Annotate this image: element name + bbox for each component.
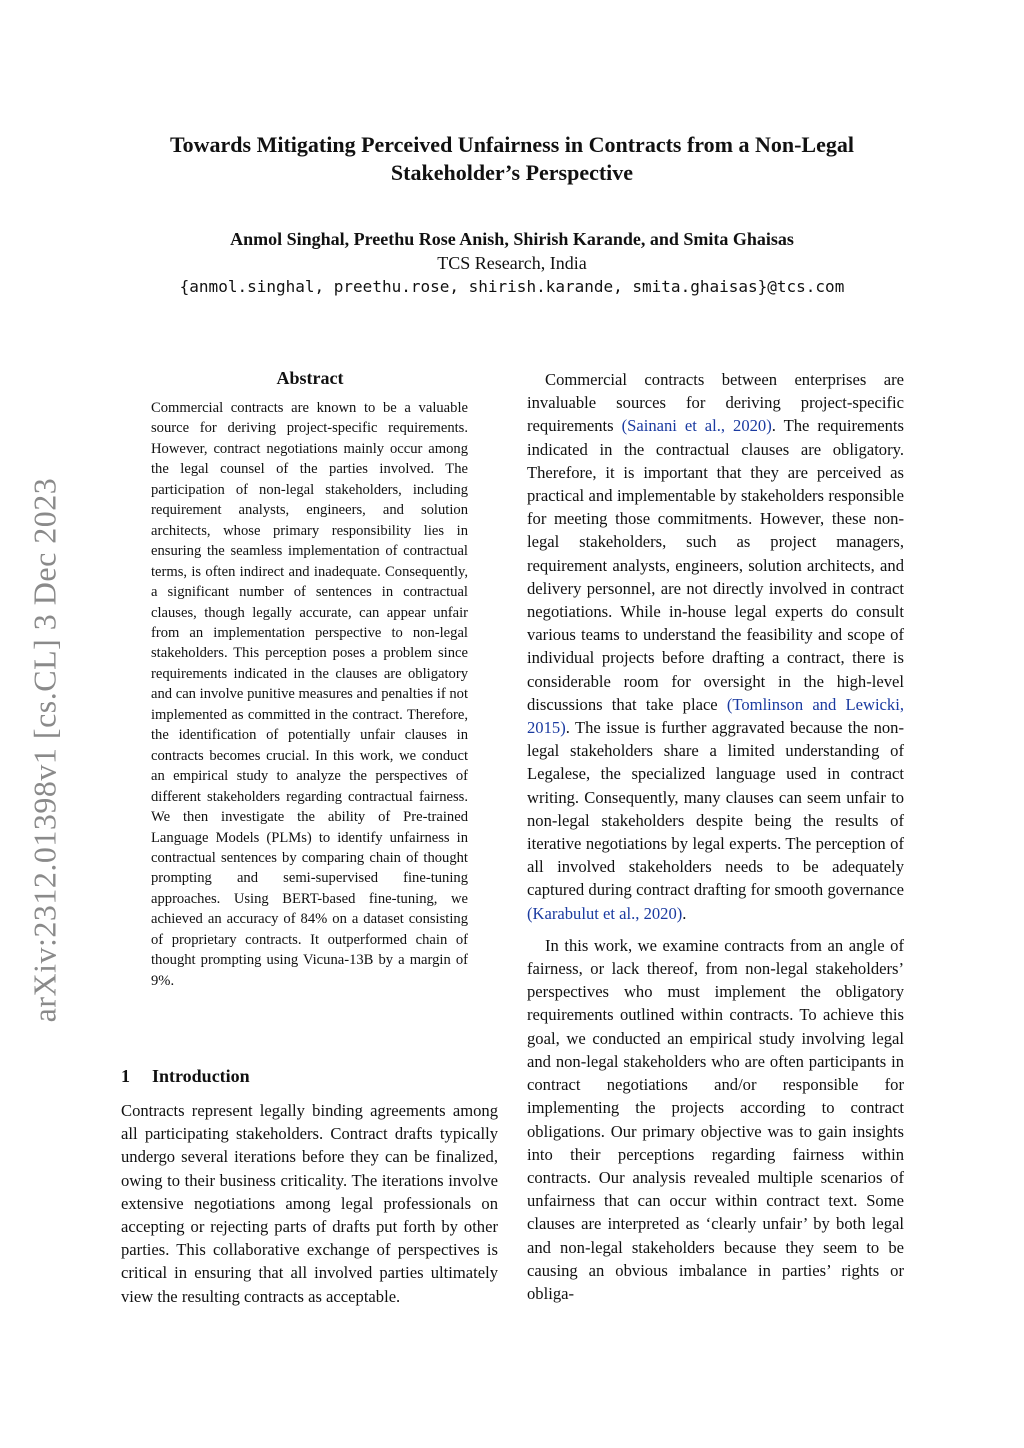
citation-link[interactable]: (Sainani et al., 2020): [621, 416, 772, 436]
paragraph-text: . The issue is further aggravated because the non-legal stakeholders share a limited understanding of Legalese, the specialized language used in contract writing. Consequently, many clauses can seem unfair to non-legal stakeholders despite being the results of iterative negotiations by legal experts. The perception of all involved stakeholders needs to be adequately captured during contract drafting for smooth governance: [527, 718, 904, 900]
author-emails: {anmol.singhal, preethu.rose, shirish.karande, smita.ghaisas}@tcs.com: [179, 277, 845, 296]
intro-paragraph-3: In this work, we examine contracts from an angle of fairness, or lack thereof, from non-legal stakeholders’ perspectives who must implement the obligatory requirements outlined within contracts. To achieve this goal, we conducted an empirical study involving legal and non-legal stakeholders who are often participants in contract negotiations and/or responsible for implementing the projects according to contract obligations. Our primary objective was to gain insights into their perceptions regarding fairness within contracts. Our analysis revealed multiple scenarios of unfairness that can occur within contract text. Some clauses are interpreted as ‘clearly unfair’ by both legal and non-legal stakeholders because they seem to be causing an obvious imbalance in parties’ rights or obliga-: [527, 935, 904, 1303]
abstract-heading: Abstract: [276, 368, 344, 388]
paragraph-text: . The requirements indicated in the contractual clauses are obligatory. Therefore, it is important that they are perceived as practical and implementable by stakeholders responsible for meeting those commitments. However, these non-legal stakeholders, such as project managers, requirement analysts, engineers, solution architects, and delivery personnel, are not directly involved in contract negotiations. While in-house legal experts do consult various teams to understand the feasibility and scope of individual projects before drafting a contract, there is considerable room for oversight in the high-level discussions that take place: [527, 416, 904, 714]
affiliation: TCS Research, India: [437, 253, 587, 273]
paragraph-text: Commercial contracts between enterprises are invaluable sources for deriving project-specific requirements: [527, 370, 904, 436]
abstract-text: Commercial contracts are known to be a valuable source for deriving project-specific requirements. However, contract negotiations mainly occur among the legal counsel of the parties involved. The participation of non-legal stakeholders, including requirement analysts, engineers, and solution architects, whose primary responsibility lies in ensuring the seamless implementation of contractual terms, is often indirect and inadequate. Consequently, a significant number of sentences in contractual clauses, though legally accurate, can appear unfair from an implementation perspective to non-legal stakeholders. This perception poses a problem since requirements indicated in the clauses are obligatory and can involve punitive measures and penalties if not implemented as committed in the contract. Therefore, the identification of potentially unfair clauses in contracts becomes crucial. In this work, we conduct an empirical study to analyze the perspectives of different stakeholders regarding contractual fairness. We then investigate the ability of Pre-trained Language Models (PLMs) to identify unfairness in contractual sentences by comparing chain of thought prompting and semi-supervised fine-tuning approaches. Using BERT-based fine-tuning, we achieved an accuracy of 84% on a dataset consisting of proprietary contracts. It outperformed chain of thought prompting using Vicuna-13B by a margin of 9%.: [151, 400, 468, 989]
section-heading-introduction: [121, 1064, 501, 1088]
section-title: Introduction: [152, 1066, 250, 1086]
paragraph-text: .: [682, 903, 687, 923]
arxiv-id: arXiv:2312.01398v1 [cs.CL] 3 Dec 2023: [26, 477, 63, 1023]
section-number: 1: [121, 1066, 130, 1086]
intro-right-column: [527, 368, 904, 1305]
intro-left-column: [121, 1099, 498, 1308]
intro-paragraph-1: Contracts represent legally binding agreements among all participating stakeholders. Contract drafts typically undergo several iterations before they can be finalized, owing to their business criticality. The iterations involve extensive negotiations among legal professionals on accepting or rejecting parts of drafts put forth by other parties. This collaborative exchange of perspectives is critical in ensuring that all involved parties ultimately view the resulting contracts as acceptable.: [121, 1101, 498, 1306]
citation-link[interactable]: (Karabulut et al., 2020): [527, 903, 683, 923]
intro-paragraph-2: [527, 368, 904, 925]
citation-link[interactable]: (Tomlinson and Lewicki, 2015): [527, 694, 904, 738]
author-list: Anmol Singhal, Preethu Rose Anish, Shirish Karande, and Smita Ghaisas: [230, 229, 794, 249]
paper-title: Towards Mitigating Perceived Unfairness in Contracts from a Non-Legal Stakeholder’s Perspective: [170, 132, 854, 185]
